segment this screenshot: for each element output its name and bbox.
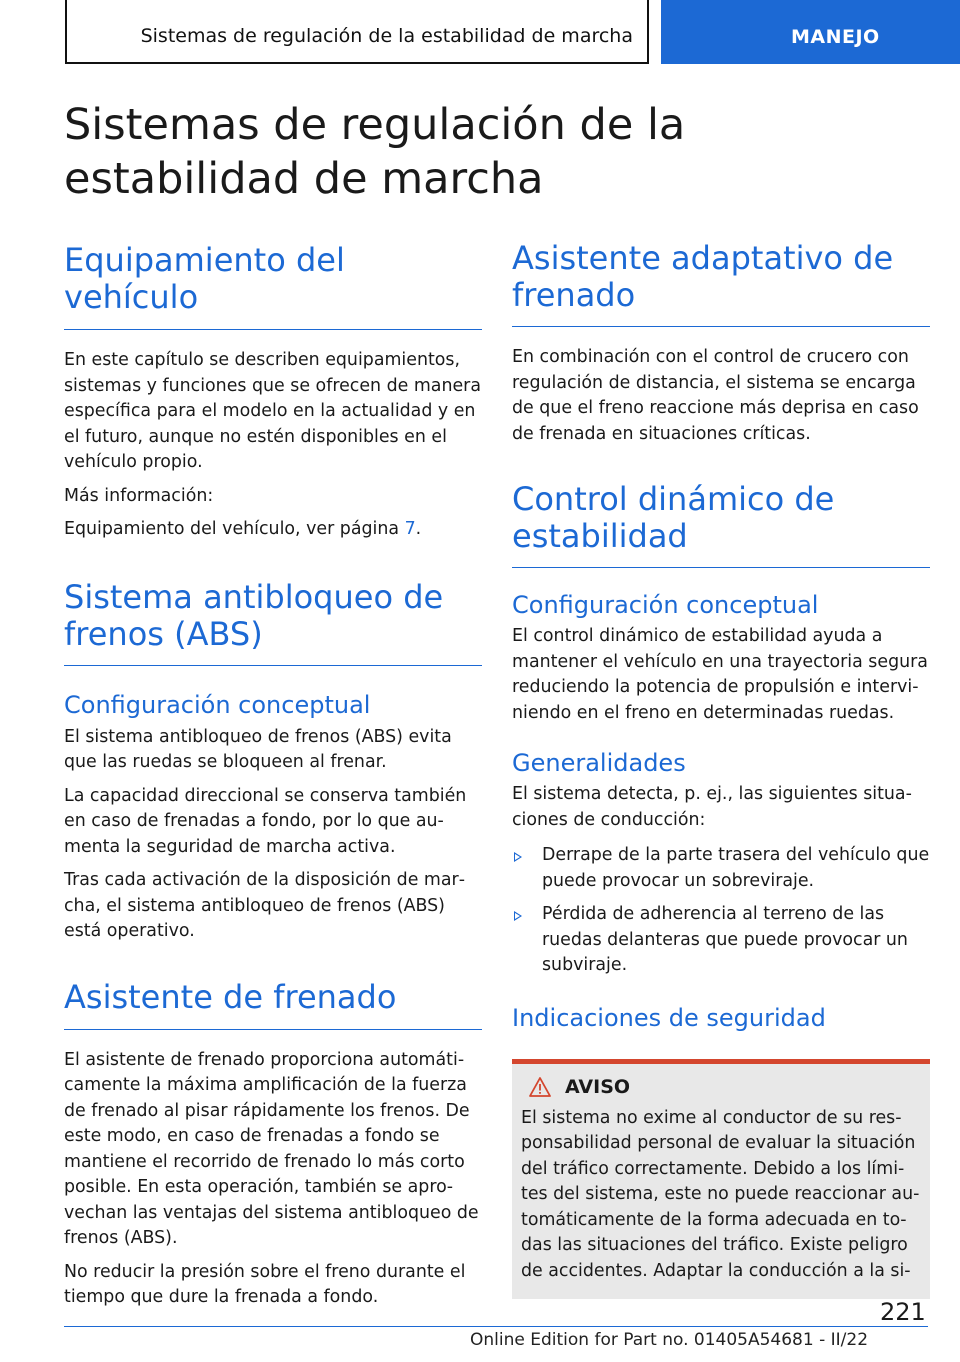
section-title-abs: Sistema antibloqueo de frenos (ABS): [64, 577, 444, 653]
paragraph: Tras cada activación de la disposición de marcha, el sistema antibloqueo de frenos (ABS) está operativo.: [64, 870, 465, 941]
page-number: 221: [880, 1298, 926, 1326]
triangle-bullet-icon: [514, 852, 522, 862]
triangle-bullet-icon: [514, 911, 522, 921]
section-divider: [64, 1029, 482, 1030]
header-section-title: Sistemas de regulación de la estabilidad de marcha: [140, 25, 633, 47]
header-chapter-label: MANEJO: [791, 26, 880, 48]
paragraph: El asistente de frenado proporciona automáticamente la máxima amplificación de la fuerza de frenado al pisar rápidamente los frenos. De este modo, en caso de frenadas a fondo se mantiene el recorrido de frenado lo más corto posible. En esta operación, también se aprovechan las ventajas del sistema antibloqueo de frenos (ABS).: [64, 1049, 479, 1248]
warning-triangle-icon: [529, 1077, 551, 1097]
subsection-title: Configuración conceptual: [64, 690, 371, 719]
paragraph: En este capítulo se describen equipamientos, sistemas y funciones que se ofrecen de manera específica para el modelo en la actualidad y en el futuro, aunque no estén disponibles en el vehículo propio.: [64, 350, 481, 472]
subsection-title: Generalidades: [512, 749, 686, 777]
section-title-control-dinamico: Control dinámico de estabilidad: [512, 480, 835, 555]
subsection-title: Indicaciones de seguridad: [512, 1003, 826, 1032]
paragraph-text-end: .: [415, 519, 422, 539]
right-column: [512, 236, 930, 1299]
list-item-text: Derrape de la parte trasera del vehículo que puede provocar un sobreviraje.: [542, 845, 930, 891]
warning-box: [512, 1059, 930, 1299]
section-title-asistente-frenado: Asistente de frenado: [64, 977, 397, 1016]
paragraph: En combinación con el control de crucero con regulación de distancia, el sistema se encarga de que el freno reaccione más deprisa en caso de frenada en situaciones críticas.: [512, 347, 919, 444]
left-column: [64, 236, 482, 1311]
edition-info: Online Edition for Part no. 01405A54681 - II/22: [470, 1330, 869, 1350]
list-item: [512, 843, 930, 894]
section-divider: [512, 567, 930, 568]
section-title-asistente-adaptativo: Asistente adaptativo de frenado: [512, 239, 894, 314]
subsection-title: Configuración conceptual: [512, 591, 819, 619]
header-section-box: [65, 0, 649, 64]
page-title: Sistemas de regulación de la estabilidad de marcha: [64, 100, 686, 204]
section-divider: [64, 665, 482, 666]
paragraph: El sistema antibloqueo de frenos (ABS) evita que las ruedas se bloqueen al frenar.: [64, 726, 452, 772]
paragraph: No reducir la presión sobre el freno durante el tiempo que dure la frenada a fondo.: [64, 1261, 466, 1307]
paragraph: Más información:: [64, 485, 214, 506]
section-divider: [512, 326, 930, 327]
paragraph-with-ref: [64, 517, 482, 543]
section-divider: [64, 329, 482, 330]
header-chapter-box[interactable]: [661, 0, 960, 64]
page-reference-link[interactable]: 7: [404, 519, 416, 539]
paragraph: La capacidad direccional se conserva también en caso de frenadas a fondo, por lo que aumenta la seguridad de marcha activa.: [64, 785, 467, 857]
paragraph: El sistema detecta, p. ej., las siguientes situaciones de conducción:: [512, 784, 912, 830]
warning-text: El sistema no exime al conductor de su responsabilidad personal de evaluar la situación del tráfico correctamente. Debido a los límites del sistema, este no puede reaccionar automáticamente de la forma adecuada en todas las situaciones del tráfico. Existe peligro de accidentes. Adaptar la conducción a la si-: [521, 1107, 920, 1281]
list-item: [512, 902, 930, 979]
paragraph: El control dinámico de estabilidad ayuda a mantener el vehículo en una trayectoria segura reduciendo la potencia de propulsión e interviniendo en el freno en determinadas ruedas.: [512, 626, 928, 723]
bullet-list: [512, 843, 930, 979]
footer-divider: [64, 1326, 928, 1327]
section-title-equipamiento: Equipamiento del vehículo: [64, 241, 345, 316]
list-item-text: Pérdida de adherencia al terreno de las ruedas delanteras que puede provocar un subviraje.: [542, 904, 908, 975]
paragraph-text: Equipamiento del vehículo, ver página: [64, 519, 405, 539]
warning-title: AVISO: [565, 1075, 631, 1098]
warning-header: [521, 1076, 920, 1098]
